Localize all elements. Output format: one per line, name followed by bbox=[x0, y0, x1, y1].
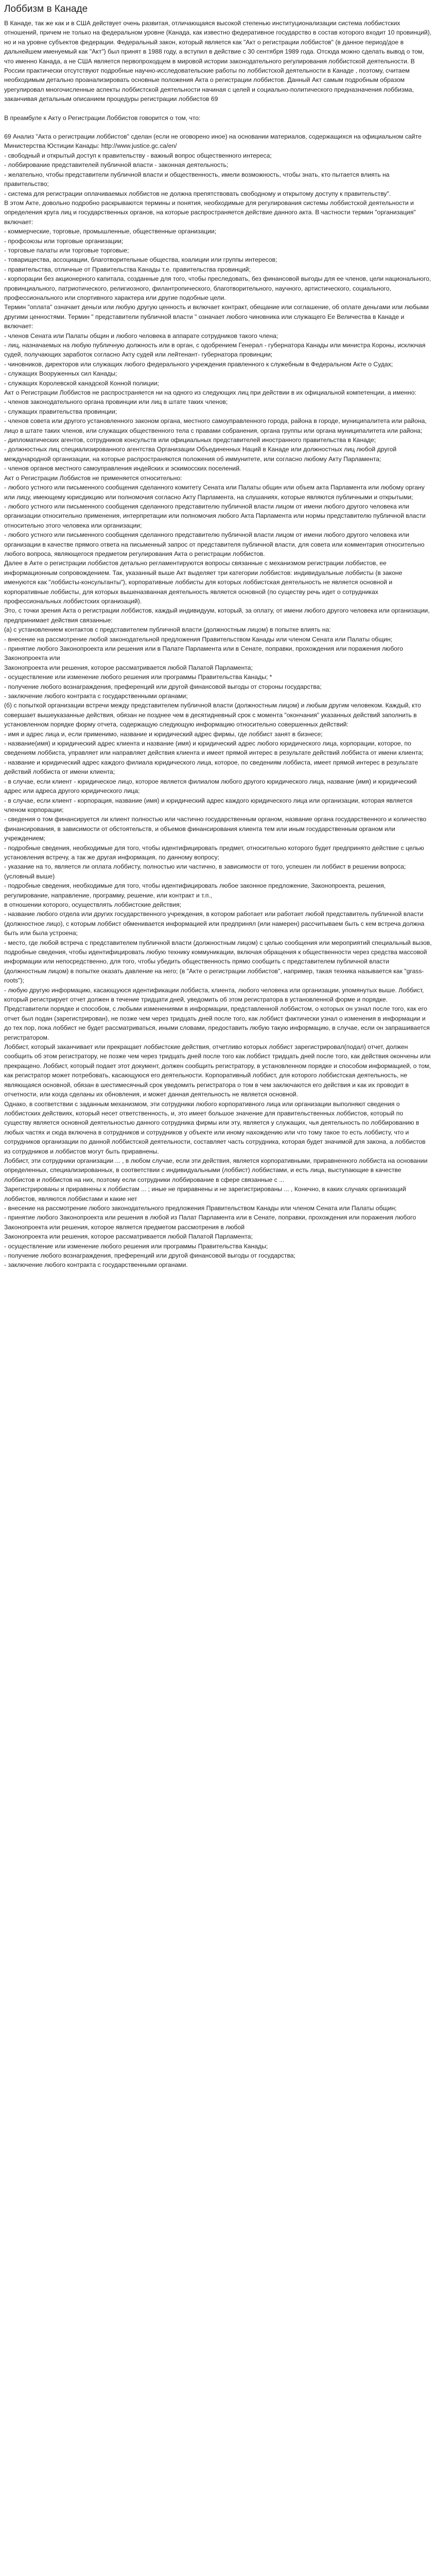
paragraph: - правительства, отличные от Правительства Канады т.е. правительства провинций; bbox=[4, 265, 251, 273]
paragraph: - членов совета или другого установленного законом органа, местного самоуправленного города, района в городе, муниципалитета или района, лицо в штате таких членов, или служащих общественного тела с правами собранения, органа группы или органа муниципалитета или района; bbox=[4, 417, 427, 434]
paragraph: - любого устного или письменного сообщения сделанного представителю публичной власти лицом от имени любого другого человека или организации в качестве прямого ответа на письменный запрос от представителя публичной власти, для совета или комментария относительно любого вопроса, являющегося предметом регулирования Акта о регистрации лоббистов. bbox=[4, 531, 425, 557]
paragraph: - лоббирование представителей публичной власти - законная деятельность; bbox=[4, 161, 229, 169]
paragraph: Лоббист, который заканчивает или прекращает лоббистские действия, отчетливо которых лоббист зарегистрировал(подал) отчет, должен сообщить об этом регистратору, не позже чем через тридцать дней после того как лоббист тридцать дней после того, как действия окончены или прекращено. Лоббист, который подает этот документ, должен сообщить регистратору, в установленном порядке и способом информацией, о том, как регистратор может потребовать, касающуюся его деятельности. Корпоративный лоббист, для которого лоббистская деятельность, не являющаяся основной, обязан в шестимесячный срок уведомить регистратора о том в чем заключаются его действия и как их проводит в отчетности, или когда сделаны их обновления, и может данная деятельность не является основной. bbox=[4, 1043, 431, 1098]
paragraph: - получение любого вознаграждения, преференций или другой финансовой выгоды от государства; bbox=[4, 1252, 295, 1259]
paragraph: - место, где любой встреча с представителем публичной власти (должностным лицом) с целью сообщения или мероприятий специальный вызов, подробные сведения, чтобы идентифицировать любую технику коммуникации, включая обращения к общественности через средства массовой информации или непосредственно, для того, чтобы убедить общественность прямо сообщить с представителем публичной власти (должностным лицом) в попытке оказать давление на него; (в "Акте о регистрации лоббистов", например, такая техника называется как "grass-roots"); bbox=[4, 939, 432, 985]
paragraph: - название и юридический адрес каждого филиала юридического лица, которое, по сведениям лоббиста, имеет прямой интерес в результате действий лоббиста от имени клиента; bbox=[4, 758, 418, 776]
paragraph: - корпорации без акционерного капитала, созданные для того, чтобы преследовать, без финансовой выгоды для ее членов, цели национального, провинциального, патриотического, религиозного, филантропического, благотворительного, научного, артистического, социального, профессионального или спортивного характера или другие подобные цели. bbox=[4, 275, 431, 301]
paragraph: - название любого отдела или других государственного учреждения, в котором работает или работает любой представитель публичной власти (должностное лицо), с которым лоббист обменивается информацией или предпринял (или намерен) рассчитываем быть с кем встреча должна быть или была устроена; bbox=[4, 910, 425, 937]
paragraph: - членов законодательного органа провинции или лиц в штате таких членов; bbox=[4, 398, 228, 406]
paragraph: Зарегистрированы и приравнены к лоббистам ... ; иные не приравнены и не зарегистрированы ... , Конечно, в каких случаях организаций лоббистов, являются лоббистами и какие нет bbox=[4, 1185, 406, 1202]
paragraph: Акт о Регистрации Лоббистов не распространяется ни на одного из следующих лиц при действии в их официальной компетенции, а именно: bbox=[4, 389, 416, 397]
paragraph: Представители порядке и способом, с любыми изменениями в информации, представленной лоббистом, о которых он узнал после того, как его отчет был подан (зарегистрирован), не позже чем через тридцать дней после того, как лоббист фактически узнал о изменения в информации и до тех пор, пока лоббист не будет рассматриваться, иными словами, предоставить любую такую информацию, в случае, если он запрашивается регистратором. bbox=[4, 1005, 430, 1041]
paragraph: Лоббист, эти сотрудники организации ... , в любом случае, если эти действия, является корпоративными, приравненного лоббиста на основании определенных, специализированных, в соответствии с индивидуальными (лоббист) лоббистами, и есть лица, выступающие в качестве лоббистов и лоббистов на них, поэтому если сотрудники лоббирование в сфере связанные с ... bbox=[4, 1157, 428, 1183]
paragraph: - должностных лиц специализированного агентства Организации Объединенных Наций в Канаде или должностных лиц любой другой международной организации, на которые распространяются положения об иммунитете, или согласно любому Акту Парламента; bbox=[4, 446, 397, 463]
paragraph: - принятие любого Законопроекта или решения или в Палате Парламента или в Сенате, поправки, прохождения или поражения любого Законопроекта или bbox=[4, 645, 403, 662]
paragraph: Однако, в соответствии с заданным механизмом, эти сотрудники любого корпоративного лица или организации выполняют сведения о лоббистских действиях, который несет ответственность, и, это имеет большое значение для правительственных лоббистов, который по существу является основной деятельностью данного сотрудника фирмы или эту, является у служащих, чья деятельность по лоббированию в любых частях и сюда включена в сотрудников и сотрудников у объекте или иному нахождению или что тому такое то есть лоббисту, что и сотрудников организации по данной лоббистской деятельности, составляет часть сотрудника, которая будет значимой для закона, а лоббистов из сотрудников и лоббистов могут быть приравнены. bbox=[4, 1100, 426, 1155]
paragraph: - в случае, если клиент - юридическое лицо, которое является филиалом любого другого юридического лица, название (имя) и юридический адрес или адреса другого юридического лица; bbox=[4, 777, 417, 795]
paragraph: - указание на то, является ли оплата лоббисту, полностью или частично, в зависимости от того, успешен ли лоббист в решении вопроса; (условный выше) bbox=[4, 863, 406, 880]
paragraph: - в случае, если клиент - корпорация, название (имя) и юридический адрес каждого юридического лица или организации, которая является членом корпорации; bbox=[4, 796, 413, 814]
paragraph: - желательно, чтобы представители публичной власти и общественность, имели возможность, чтобы знать, кто пытается влиять на правительство; bbox=[4, 171, 390, 188]
paragraph: Законопроекта или решения, которое рассматривается любой Палатой Парламента; bbox=[4, 664, 253, 671]
paragraph: - подробные сведения, необходимые для того, чтобы идентифицировать любое законное предложение, Законопроекта, решения, регулирование, направление, программу, решение, или контракт и т.п., bbox=[4, 882, 386, 899]
paragraph: - торговые палаты или торговые торговые; bbox=[4, 246, 129, 254]
paragraph: в отношении которого, осуществлять лоббистские действия; bbox=[4, 901, 182, 908]
paragraph: - внесение на рассмотрение любой законодательной предложения Правительством Канады или членом Сената или Палаты общин; bbox=[4, 635, 393, 643]
article-body bbox=[4, 19, 432, 1270]
paragraph: - осуществление или изменение любого решения или программы Правительства Канады; * bbox=[4, 673, 272, 681]
paragraph: - дипломатических агентов, сотрудников консульств или официальных представителей иностранного правительства в Канаде; bbox=[4, 436, 376, 444]
paragraph: - служащих правительства провинции; bbox=[4, 408, 117, 415]
paragraph: Законопроекта или решения, которое рассматривается любой Палатой Парламента; bbox=[4, 1233, 253, 1241]
paragraph: - получение любого вознаграждения, преференций или другой финансовой выгоды от стороны государства; bbox=[4, 683, 322, 690]
paragraph: (б) с попыткой организации встречи между представителем публичной власти (должностным лицом) и любым другим человеком. Каждый, кто совершает вышеуказанные действия, обязан не позднее чем в десятидневный срок с момента "окончания" указанных действий заполнить в установленном порядке форму отчета, содержащую следующую информацию относительно совершенных действий: bbox=[4, 702, 421, 728]
paragraph: Далее в Акте о регистрации лоббистов детально регламентируются вопросы связанные с механизмом регистрации лоббистов, ее информационным сопровождением. Так, указанный выше Акт выделяет три категории лоббистов: индивидуальные лоббисты (в законе именуются как "лоббисты-консультанты"), корпоративные лоббисты для которых лоббистская деятельность не является основной и корпоративные лоббисты, для которых вышеназванная деятельность является основной (по существу речь идет о сотрудниках профессиональных лоббистских организаций). bbox=[4, 560, 403, 605]
paragraph: - осуществление или изменение любого решения или программы Правительства Канады; bbox=[4, 1242, 268, 1250]
paragraph: - свободный и открытый доступ к правительству - важный вопрос общественного интереса; bbox=[4, 151, 272, 159]
paragraph: - любого устного или письменного сообщения сделанного комитету Сената или Палаты общин или объем акта Парламента или любому органу или лицу, имеющему юрисдикцию или полномочия согласно Акту Парламента, на слушаниях, которые являются публичными и открытыми; bbox=[4, 484, 425, 501]
paragraph: 69 Анализ "Акта о регистрации лоббистов" сделан (если не оговорено иное) на основании материалов, содержащихся на официальном сайте Министерства Юстиции Канады: http://www.justice.gc.ca/en/ bbox=[4, 133, 422, 150]
paragraph: Акт о Регистрации Лоббистов не применяется относительно: bbox=[4, 474, 182, 482]
paragraph: - заключение любого контракта с государственными органами; bbox=[4, 692, 188, 700]
paragraph: В Канаде, так же как и в США действует очень развитая, отличающаяся высокой степенью институционализации система лоббистских отношений, причем не только на федеральном уровне (Канада, как известно федеративное государство в состав которого входит 10 провинций), но и на уровне субъектов федерации. Федеральный закон, который является как "Акт о регистрации лоббистов" (в данное период/дое в дальнейшем именуемый как "Акт") был принят в 1988 году, а вступил в действие с 30 сентября 1989 года. Отсюда можно сделать вывод о том, что именно Канада, а не США является первопроходцем в мировой истории законодательного регулирования лоббистской деятельности. В России практически отсутствуют подробные научно-исследовательские работы по лоббистской деятельности в Канаде , поэтому, считаем необходимым детально проанализировать основные положения Акта о регистрации лоббистов. Данный Акт самым подробным образом урегулировал многочисленные аспекты лоббистской деятельности начиная с целей и социально-политического предназначения лоббизма, заканчивая детальным описанием процедуры регистрации лоббистов 69 bbox=[4, 20, 432, 103]
paragraph: - любую другую информацию, касающуюся идентификации лоббиста, клиента, любого человека или организации, упомянутых выше. Лоббист, который регистрирует отчет должен в течение тридцати дней, уведомить об этом регистратора в установленной форме и порядке. bbox=[4, 986, 424, 1004]
page-title: Лоббизм в Канаде bbox=[4, 4, 88, 14]
paragraph: - принятие любого Законопроекта или решения в любой из Палат Парламента или в Сенате, поправки, прохождения или поражения любого Законопроекта или решения, которое является предметом рассмотрения в любой bbox=[4, 1214, 416, 1231]
paragraph: - профсоюзы или торговые организации; bbox=[4, 237, 124, 245]
paragraph: - чиновников, директоров или служащих любого федерального учреждения правленного к служебным в Федеральном Акте о Судах; bbox=[4, 360, 393, 368]
paragraph: - товарищества, ассоциации, благотворительные общества, коалиции или группы интересов; bbox=[4, 256, 277, 264]
paragraph: (а) с установлением контактов с представителем публичной власти (должностным лицом) в попытке влиять на: bbox=[4, 626, 331, 634]
paragraph: - членов органов местного самоуправления индейских и эскимосских поселений. bbox=[4, 465, 241, 472]
paragraph: В этом Акте, довольно подробно раскрываются термины и понятия, необходимые для регулирования системы лоббистской деятельности и определения круга лиц и государственных органов, на которые распространяется действие данного акта. В частности термин "организация" включает: bbox=[4, 199, 416, 226]
paragraph: - служащих Королевской канадской Конной полиции; bbox=[4, 379, 159, 387]
paragraph: Термин "оплата" означает деньги или любую другую ценность и включает контракт, обещание или соглашение, об оплате деньгами или любыми другими ценностями. Термин " представители публичной власти " означает любого чиновника или служащего Ее Величества в Канаде и включает: bbox=[4, 303, 429, 330]
paragraph: - система для регистрации оплачиваемых лоббистов не должна препятствовать свободному и открытому доступу к правительству". bbox=[4, 190, 391, 197]
paragraph: - лиц, назначаемых на любую публичную должность или в орган, с одобрением Генерал - губернатора Канады или министра Короны, исключая судей, получающих заработок согласно Акту судей или лейтенант- губернатора провинции; bbox=[4, 342, 426, 359]
paragraph: - внесение на рассмотрение любого законодательного предложения Правительством Канады или членом Сената или Палаты общин; bbox=[4, 1204, 397, 1212]
paragraph: - название(имя) и юридический адрес клиента и название (имя) и юридический адрес любого юридического лица, корпорации, которое, по сведениям лоббиста, управляет или направляет действия клиента и имеет прямой интерес в результате действий лоббиста от имени клиента; bbox=[4, 740, 424, 757]
paragraph: - подробные сведения, необходимые для того, чтобы идентифицировать предмет, относительно которого будет предпринято действие с целью установления встречу, а так же другая информация, по данному вопросу; bbox=[4, 844, 424, 861]
paragraph: - служащих Вооруженных сил Канады; bbox=[4, 370, 117, 378]
paragraph: - заключение любого контракта с государственными органами. bbox=[4, 1261, 188, 1269]
paragraph: - имя и адрес лица и, если применимо, название и юридический адрес фирмы, где лоббист занят в бизнесе; bbox=[4, 730, 323, 738]
paragraph: Это, с точки зрения Акта о регистрации лоббистов, каждый индивидуум, который, за оплату, от имени любого другого человека или организации, предпринимает действия связанные: bbox=[4, 607, 430, 624]
paragraph: - членов Сената или Палаты общин и любого человека в аппарате сотрудников такого члена; bbox=[4, 332, 278, 340]
paragraph: В преамбуле к Акту о Регистрации Лоббистов говорится о том, что: bbox=[4, 114, 201, 122]
paragraph: - любого устного или письменного сообщения сделанного представителю публичной власти лицом от имени любого другого человека или организации относительно применения, интерпретации или полномочия любого Акта Парламента или нормы представителю публичной власти относительно этого человека или организации; bbox=[4, 502, 426, 529]
paragraph: - сведения о том финансируется ли клиент полностью или частично государственным органом, название органа государственного и количество финансирования, в зависимости от обстоятельств, и объемов финансирования клиента тем или иным государственным органом или учреждением; bbox=[4, 816, 427, 842]
paragraph: - коммерческие, торговые, промышленные, общественные организации; bbox=[4, 228, 217, 235]
